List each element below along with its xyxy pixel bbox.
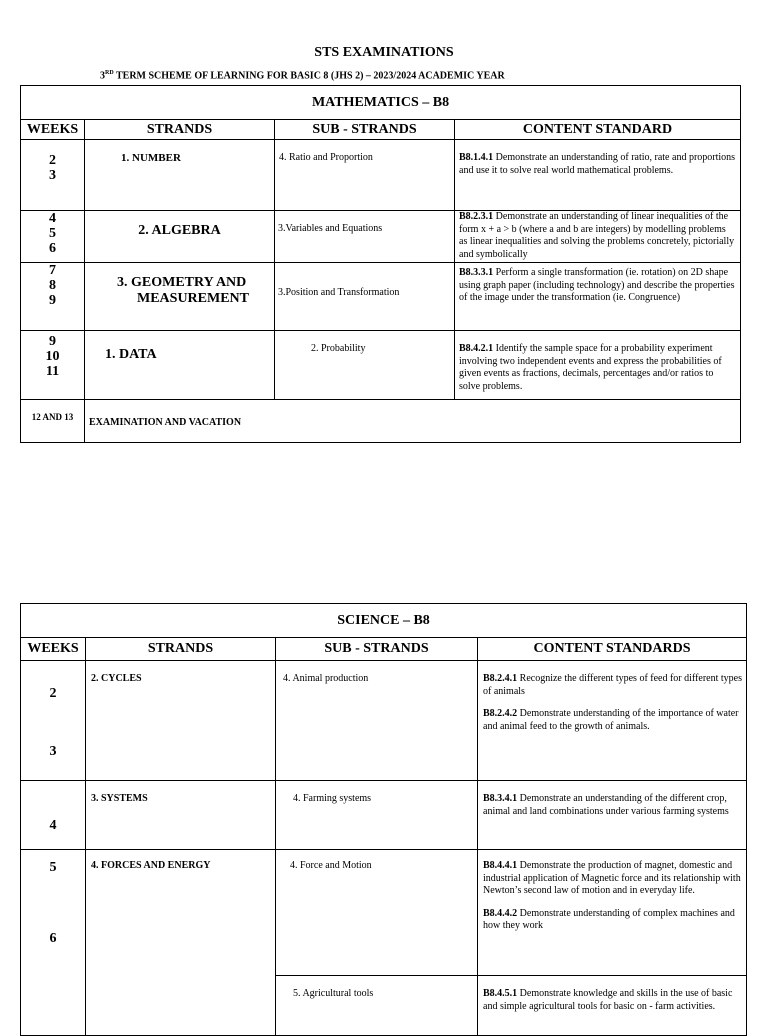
table-row bbox=[21, 331, 741, 400]
week-range: 12 AND 13 bbox=[31, 412, 74, 422]
sub-strand-cell bbox=[276, 661, 478, 781]
content-standard-cell bbox=[478, 976, 747, 1036]
strand-cell bbox=[85, 263, 275, 331]
standard-text: Demonstrate an understanding of linear inequalities of the form x + a > b (where a and b are integers) by modelling problems as linear inequalities and solving the problems concretely, pictorially and symbolically bbox=[459, 211, 735, 260]
science-caption: SCIENCE – B8 bbox=[21, 604, 747, 638]
week-number: 4 bbox=[49, 211, 56, 226]
week-number: 3 bbox=[49, 168, 56, 183]
sub-strand-cell bbox=[275, 331, 455, 400]
strand-cell bbox=[85, 211, 275, 263]
week-number: 6 bbox=[49, 931, 57, 946]
sub-strand-label: 5. Agricultural tools bbox=[293, 988, 374, 999]
sub-strand-cell bbox=[276, 781, 478, 850]
weeks-cell bbox=[21, 331, 85, 400]
week-number: 2 bbox=[49, 686, 57, 701]
content-standard-cell bbox=[455, 140, 741, 211]
mathematics-table bbox=[20, 85, 741, 443]
table-row bbox=[21, 263, 741, 331]
content-standard-cell bbox=[455, 263, 741, 331]
week-number: 5 bbox=[49, 226, 56, 241]
column-header-sub-strands: SUB - STRANDS bbox=[276, 638, 478, 661]
subtitle-text: TERM SCHEME OF LEARNING FOR BASIC 8 (JHS 2) – 2023/2024 ACADEMIC YEAR bbox=[113, 70, 505, 82]
standard-text: Identify the sample space for a probability experiment involving two independent events and express the probabilities of given events as fractions, decimals, percentages and/or ratios to solve problems. bbox=[459, 343, 722, 392]
week-number: 7 bbox=[49, 263, 56, 278]
term-number: 3 bbox=[100, 70, 105, 82]
week-number: 2 bbox=[49, 153, 56, 168]
sub-strand-label: 4. Farming systems bbox=[293, 793, 372, 804]
standard-text: Perform a single transformation (ie. rotation) on 2D shape using graph paper (including technology) and describe the properties of the image under the transformation (ie. Congruence) bbox=[459, 267, 735, 303]
table-row bbox=[21, 850, 747, 976]
strand-cell bbox=[86, 850, 276, 1036]
content-standard-cell bbox=[478, 850, 747, 976]
strand-cell bbox=[85, 140, 275, 211]
week-number: 6 bbox=[49, 241, 56, 256]
strand-cell bbox=[86, 661, 276, 781]
sub-strand-cell bbox=[276, 976, 478, 1036]
sub-strand-cell bbox=[276, 850, 478, 976]
sub-strand-label: 3.Variables and Equations bbox=[278, 223, 383, 234]
strand-label: 3. SYSTEMS bbox=[91, 793, 148, 804]
strand-label: 2. CYCLES bbox=[91, 673, 142, 684]
weeks-cell bbox=[21, 661, 86, 781]
standard-text: Recognize the different types of feed for different types of animals bbox=[483, 673, 742, 697]
document-title: STS EXAMINATIONS bbox=[314, 45, 454, 60]
standard-code: B8.2.4.2 bbox=[483, 708, 518, 719]
standard-code: B8.3.4.1 bbox=[483, 793, 518, 804]
science-table bbox=[20, 603, 747, 1036]
content-standard bbox=[483, 708, 742, 733]
weeks-cell bbox=[21, 211, 85, 263]
weeks-cell bbox=[21, 850, 86, 1036]
week-number: 9 bbox=[49, 334, 56, 349]
strand-label-line2: MEASUREMENT bbox=[137, 291, 250, 306]
mathematics-caption: MATHEMATICS – B8 bbox=[21, 86, 741, 120]
standard-text: Demonstrate understanding of the importance of water and animal feed to the growth of animals. bbox=[483, 708, 739, 732]
table-row bbox=[21, 661, 747, 781]
column-header-content-standard: CONTENT STANDARD bbox=[455, 120, 741, 140]
column-header-sub-strands: SUB - STRANDS bbox=[275, 120, 455, 140]
content-standard bbox=[483, 860, 742, 898]
sub-strand-label: 4. Animal production bbox=[283, 673, 369, 684]
table-row bbox=[21, 211, 741, 263]
sub-strand-label: 4. Ratio and Proportion bbox=[279, 152, 373, 163]
strand-label: 4. FORCES AND ENERGY bbox=[91, 860, 211, 871]
standard-text: Demonstrate an understanding of ratio, rate and proportions and use it to solve real world mathematical problems. bbox=[459, 152, 736, 176]
strand-label: 1. NUMBER bbox=[121, 152, 181, 164]
week-number: 5 bbox=[49, 860, 57, 875]
standard-code: B8.2.4.1 bbox=[483, 673, 518, 684]
standard-text: Demonstrate an understanding of the different crop, animal and land combinations under various farming systems bbox=[483, 793, 729, 817]
strand-label: 2. ALGEBRA bbox=[138, 223, 221, 238]
column-header-strands: STRANDS bbox=[86, 638, 276, 661]
strand-cell bbox=[86, 781, 276, 850]
term-ordinal-suffix: RD bbox=[105, 70, 114, 76]
weeks-cell bbox=[21, 400, 85, 443]
content-standard-cell bbox=[478, 781, 747, 850]
standard-code: B8.4.4.1 bbox=[483, 860, 518, 871]
content-standard-cell bbox=[455, 211, 741, 263]
column-header-strands: STRANDS bbox=[85, 120, 275, 140]
strand-label: 1. DATA bbox=[105, 347, 157, 362]
standard-text: Demonstrate the production of magnet, domestic and industrial application of Magnetic force and its relationship with Newton’s second law of motion and in everyday life. bbox=[483, 860, 741, 896]
strand-label: EXAMINATION AND VACATION bbox=[89, 417, 242, 428]
week-number: 9 bbox=[49, 293, 56, 308]
content-standard-cell bbox=[478, 661, 747, 781]
week-number: 4 bbox=[49, 818, 57, 833]
standard-text: Demonstrate knowledge and skills in the use of basic and simple agricultural tools for basic on - farm activities. bbox=[483, 988, 733, 1012]
column-header-weeks: WEEKS bbox=[21, 638, 86, 661]
content-standard-cell bbox=[455, 331, 741, 400]
table-row bbox=[21, 400, 741, 443]
sub-strand-cell bbox=[275, 263, 455, 331]
standard-code: B8.1.4.1 bbox=[459, 152, 494, 163]
sub-strand-label: 3.Position and Transformation bbox=[278, 287, 400, 298]
column-header-content-standards: CONTENT STANDARDS bbox=[478, 638, 747, 661]
weeks-cell bbox=[21, 781, 86, 850]
standard-code: B8.2.3.1 bbox=[459, 211, 494, 222]
week-number: 10 bbox=[45, 349, 60, 364]
content-standard bbox=[483, 908, 742, 933]
weeks-cell bbox=[21, 140, 85, 211]
content-standard bbox=[483, 673, 742, 698]
sub-strand-cell bbox=[275, 211, 455, 263]
sub-strand-label: 2. Probability bbox=[311, 343, 366, 354]
strand-label-line1: 3. GEOMETRY AND bbox=[117, 275, 247, 290]
column-header-weeks: WEEKS bbox=[21, 120, 85, 140]
week-number: 3 bbox=[49, 744, 57, 759]
standard-code: B8.3.3.1 bbox=[459, 267, 494, 278]
table-row bbox=[21, 781, 747, 850]
week-number: 8 bbox=[49, 278, 56, 293]
standard-code: B8.4.4.2 bbox=[483, 907, 518, 919]
standard-code: B8.4.2.1 bbox=[459, 343, 494, 354]
document-subtitle bbox=[100, 70, 505, 81]
standard-text: Demonstrate understanding of complex machines and how they work bbox=[483, 907, 735, 931]
strand-cell bbox=[85, 331, 275, 400]
table-row bbox=[21, 140, 741, 211]
weeks-cell bbox=[21, 263, 85, 331]
strand-cell bbox=[85, 400, 741, 443]
sub-strand-cell bbox=[275, 140, 455, 211]
sub-strand-label: 4. Force and Motion bbox=[290, 860, 372, 871]
standard-code: B8.4.5.1 bbox=[483, 988, 518, 999]
week-number: 11 bbox=[45, 364, 60, 379]
